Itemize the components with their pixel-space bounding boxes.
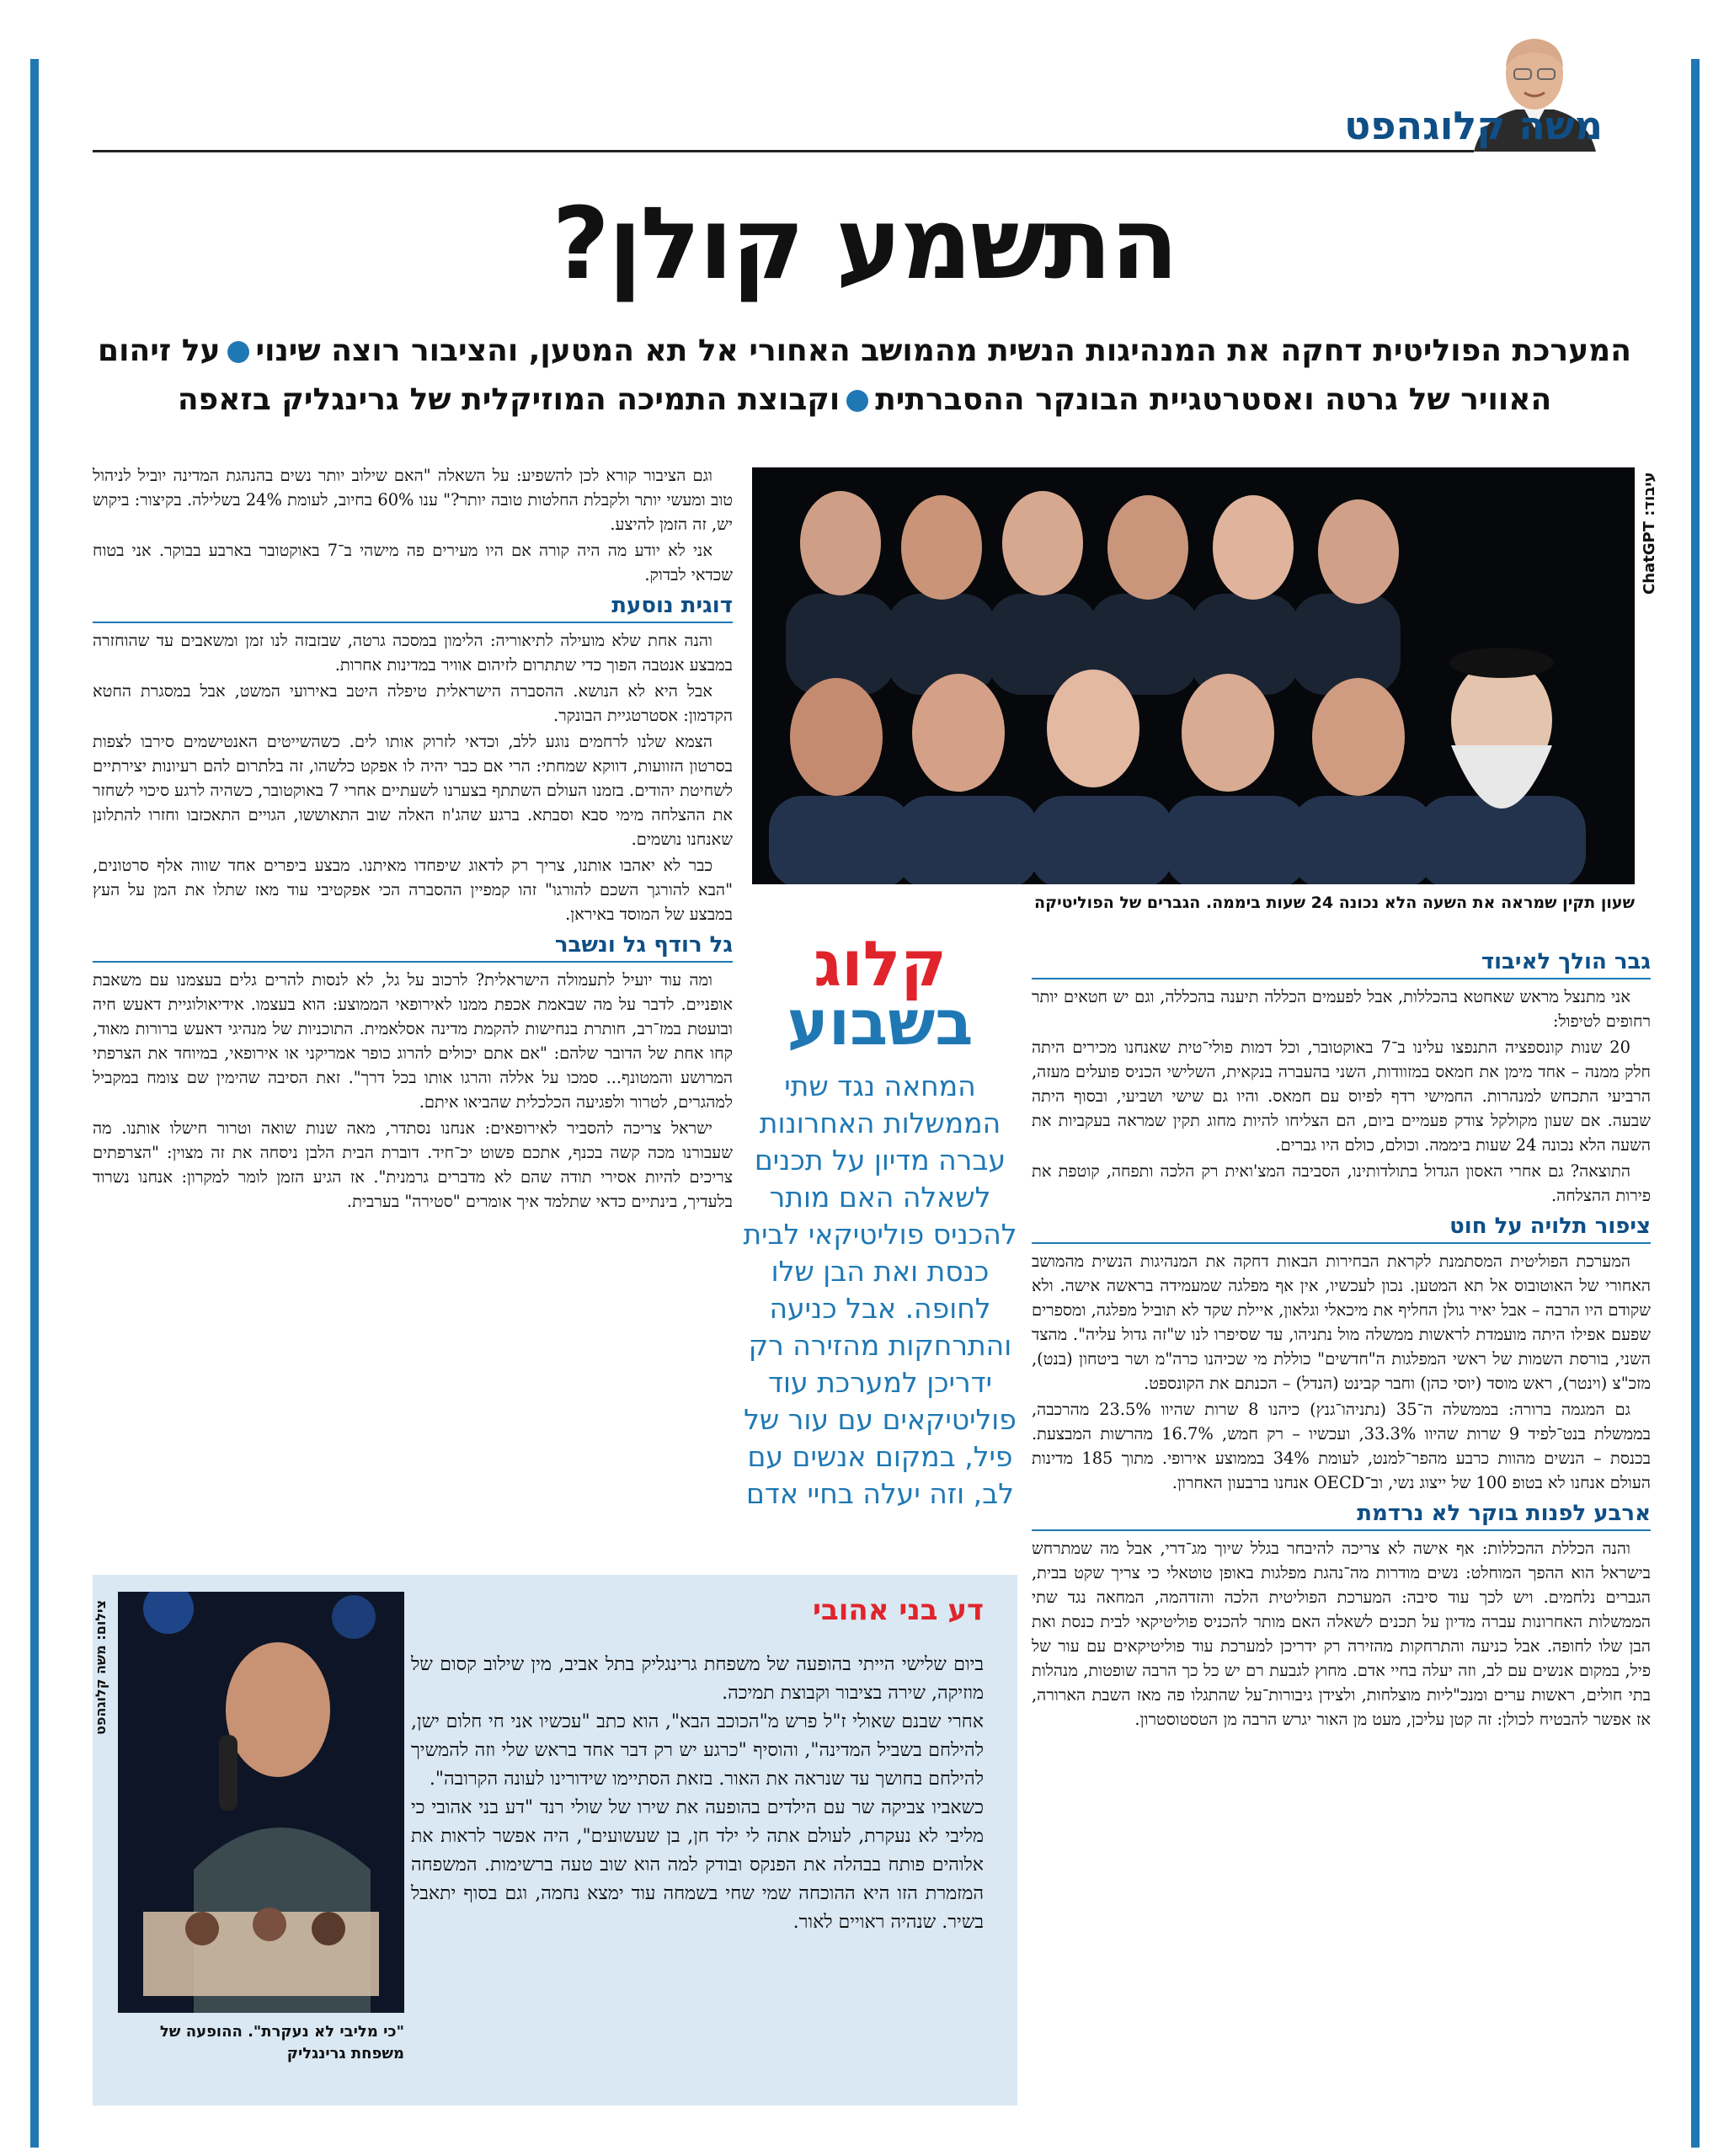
- box-paragraph: אחרי שבנם שאולי ז"ל פרש מ"הכוכב הבא", הוא כתב "עכשיו אני חי חלום ישן, להילחם בשביל המדינה", והוסיף "כרגע יש רק דבר אחד בראש שלי וזה להמשיך להילחם בחושך עד שנראה את האור. בזאת הסתיימו שידורינו לעונה הקרובה".: [411, 1711, 984, 1790]
- subhead-text-2b: וקבוצת התמיכה המוזיקלית של גרינגליק בזאפה: [177, 382, 840, 417]
- paragraph: התוצאה? גם אחרי האסון הגדול בתולדותינו, הסביבה המצ'ואית רק הלכה ותפחה, קוטפת את פירות ההצלחה.: [1032, 1161, 1651, 1205]
- paragraph: והנה אחת שלא מועילה לתיאוריה: הלימון במסכה גרטה, שבזבזה לנו זמן ומשאבים עד שהוחזרה במבצע אנטבה הפוך כדי שתתרום לזיהום אוויר במדינות אחרות.: [93, 631, 733, 675]
- kloog-text: המחאה נגד שתי הממשלות האחרונות עברה מדיון על תכנים לשאלה האם מותר להכניס פוליטיקאי לבית כנסת ואת הבן שלו לחופה. אבל כניעה והתרחקות מהזירה רק ידריכן למערכת עוד פוליטיקאים עם עור של פיל, במקום אנשים עם לב, וזה יעלה בחיי אדם: [743, 1070, 1017, 1510]
- section-title: גל רודף גל ונשבר: [93, 933, 733, 963]
- headline: התשמע קולן?: [552, 185, 1177, 302]
- paragraph: אבל היא לא הנושא. ההסברה הישראלית טיפלה היטב באירועי המשט, אבל במסגרת החטא הקדמון: אסטרטגיית הבונקר.: [93, 681, 733, 725]
- politicians-photo: [752, 467, 1635, 884]
- subhead-line-2: [51, 376, 1678, 424]
- paragraph: והנה הכללת ההכללות: אף אישה לא צריכה להיבחר בגלל שיוך מג־דרי, אבל מה שמתרחש בישראל הוא ההפך המוחלט: נשים מודרות מה־נהגת מפלגות באופן טוטאלי כי צריך שקט בבית, הגברים נלחמים. ויש לכך עוד סיבה: המערכת הפוליטית הלכה והזדהמה, המחאה נגד שתי הממשלות האחרונות עברה מדיון על תכנים לשאלה האם מותר להכניס פוליטיקאי לבית כנסת ואת הבן שלו לחופה. אבל כניעה והתרחקות מהזירה רק ידריכן למערכת עוד פוליטיקאים עם עור של פיל, במקום אנשים עם לב, וזה יעלה בחיי אדם. מחוץ לגבעת רם יש כל כך הרבה שופטות, מנהלות בתי חולים, ראשות ערים ומנכ"ליות מוצלחות, ולצידן גיבורות־על שהתגלו פה מאז השבת הארורה, אז אפשר להבטיח לכולן: זה קטן עליכן, מעט מן האור יגרש הרבה מן הטסטוסטרון.: [1032, 1539, 1651, 1729]
- subhead-text-2a: האוויר של גרטה ואסטרטגיית הבונקר ההסברתית: [875, 382, 1552, 417]
- box-paragraph: כשאביו צביקה שר עם הילדים בהופעה את שירו של שולי רנד "דע בני אהובי כי מליבי לא נעקרת, לעולם אתה לי ילד חן, בן שעשועים", היה אפשר לראות את אלוהים פותח בבהלה את הפנקס ובודק למה הוא שוב טעה ברשימות. המשפחה המזמרת הזו היא ההוכחה שמי שחי בשמחה עוד ימצא נחמה, וגם בסוף יתאבל בשיר. שנהיה ראויים לאור.: [411, 1797, 984, 1933]
- box-photo-credit: צילום: משה קלוגהפט: [93, 1600, 109, 1736]
- left-frame-bar: [30, 59, 39, 2148]
- left-article-column: [93, 463, 733, 1215]
- kloog-title-top: קלוג: [814, 928, 947, 1001]
- paragraph: וגם הציבור קורא לכן להשפיע: על השאלה "האם שילוב יותר נשים בהנהגת המדינה יוביל לניהול טוב ומעשי יותר ולקבלת החלטות טובה יותר?" ענו 60% בחיוב, לעומת 24% בשלילה. בקיצור: ביקוש יש, זה הזמן להיצע.: [93, 466, 734, 534]
- paragraph: ומה עוד יועיל לתעמולה הישראלית? לרכוב על גל, לא לנסות להרים גלים בעצמנו עם משאבת אופניים. לדבר על מה שבאמת אכפת ממנו לאירופאי הממוצע: הוא בעצמו. אידיאולוגיית דאעש חיה ובועטת במז־רב, חותרת בנחישות להקמת מדינה אסלאמית. התוכניות של מנהיגי דאעש ברורות מאוד, קחו אחת של הדובר שלהם: "אם אתם יכולים להרוג כופר אמריקני או אירופאי, במיוחד את הצרפתי המרושע והמטונף... סמכו על אללה והרגו אותו בכל דרך". זאת הסיבה שהימין שם צומח במקביל למהגרים, לטרור ולפגיעה הכלכלית שהביאו איתם.: [93, 970, 733, 1112]
- box-title: דע בני אהובי: [813, 1593, 984, 1627]
- paragraph: ישראל צריכה להסביר לאירופאים: אנחנו נסתדר, מאה שנות שואה וטרור חישלו אותנו. מה שעבורנו מכה קשה בכנף, אתכם פשוט יכ־חיד. דוברת הבית הלבן ניסחה את זה מצוין: "הצרפתים צריכים להיות אסירי תודה שהם לא מדברים גרמנית". אז הגיע הזמן לומר למקרון: אנחנו נשרוד בלעדיך, בינתיים כדאי שתלמד איך אומרים "סטירה" בערבית.: [93, 1118, 733, 1211]
- byline-rule: [93, 150, 1474, 152]
- feature-box: [93, 1575, 1017, 2105]
- box-photo-caption: "כי מליבי לא נעקרת". ההופעה של משפחת גרינגליק: [159, 2023, 404, 2063]
- section-title: ארבע לפנות בוקר לא נרדמת: [1032, 1502, 1651, 1531]
- subhead: [51, 327, 1678, 424]
- section-title: דוגית נוסעת: [93, 594, 733, 623]
- bullet-dot: [846, 390, 868, 412]
- right-article-column: [1032, 943, 1651, 1733]
- paragraph: אני מתנצל מראש שאחטא בהכללות, אבל לפעמים הכללה תיענה בהכללה, וגם יש חטאים יותר רחופים לטיפול:: [1032, 987, 1651, 1031]
- section-title: ציפור תלויה על חוט: [1032, 1214, 1651, 1244]
- paragraph: אני לא יודע מה היה קורה אם היו מעירים פה מישהי ב־7 באוקטובר בארבע בבוקר. אני בטוח שכדאי לבדוק.: [93, 541, 733, 584]
- bullet-dot: [227, 341, 249, 363]
- photo-credit: עיבוד: ChatGPT: [1641, 472, 1658, 595]
- subhead-text-1b: על זיהום: [98, 334, 221, 368]
- kloog-pullquote: [741, 928, 1019, 1513]
- subhead-line-1: [51, 327, 1678, 376]
- box-paragraph: ביום שלישי הייתי בהופעה של משפחת גרינגליק בתל אביב, מין שילוב קסום של מוזיקה, שירה בציבור וקבוצת תמיכה.: [411, 1654, 984, 1704]
- concert-photo: [118, 1592, 404, 2013]
- section-title: גבר הולך לאיבוד: [1032, 950, 1651, 979]
- politicians-photo-art: [752, 467, 1635, 884]
- kloog-title-bottom: בשבוע: [787, 987, 974, 1059]
- paragraph: גם המגמה ברורה: בממשלה ה־35 (נתניהו־גנץ) כיהנו 8 שרות שהיוו 23.5% מהרכבה, בממשלת בנט־לפיד 9 שרות שהיוו 33.3%, ועכשיו – רק חמש, 16.7% מהרשות המבצעת. בכנסת – הנשים מהוות כרבע מהפר־למנט, לעומת 34% בממוצע אירופי. מתוך 185 מדינות העולם אנחנו לא בטופ 100 של ייצוג נשי, וב־OECD אנחנו ברבעון האחרון.: [1032, 1400, 1651, 1492]
- paragraph: 20 שנות קונספציה התנפצו עלינו ב־7 באוקטובר, וכל דמות פולי־טית שאנחנו מכירים היתה חלק ממנה – אחד מימן את חמאס במזוודות, השני בהעברה בנקאית, השלישי הכניס פועלים מעזה, הרביעי התכחש למנהרות. החמישי רדף לפיוס עם חמאס. והיו גם שישי ושביעי, ובסוף היתה שבעה. אם שעון מקולקל צודק פעמיים ביום, הם הצליחו להיות מחוג תקין שמראה בעקביות את השעה הלא נכונה 24 שעות ביממה. וכולם, כולם היו גברים.: [1032, 1038, 1651, 1155]
- photo-caption: שעון תקין שמראה את השעה הלא נכונה 24 שעות ביממה. הגברים של הפוליטיקה: [1034, 894, 1635, 912]
- subhead-text-1a: המערכת הפוליטית דחקה את המנהיגות הנשית מהמושב האחורי אל תא המטען, והציבור רוצה שינוי: [255, 334, 1631, 368]
- right-frame-bar: [1691, 59, 1700, 2148]
- author-byline: משה קלוגהפט: [1344, 103, 1603, 148]
- paragraph: הצמא שלנו לרחמים נוגע ללב, וכדאי לזרוק אותו לים. כשהשייטים האנטישמים סירבו לצפות בסרטון הזוועות, דווקא שמחתי: הרי אם כבר יהיה לו אפקט כלשהו, זה בלתרום להם רעיונות יצירתיים לשחיטת יהודים. בזמנו העולם השתתף בצערנו לשעתיים אחרי 7 באוקטובר, כשהיה לרגע סיכוי לשחזר את ההצלחה מימי סבא וסבתא. ברגע שהג'וז האלה שוב התאוששו, הגויים התאכזבו וחזרו להתלונן שאנחנו נושמים.: [93, 732, 733, 849]
- paragraph: כבר לא יאהבו אותנו, צריך רק לדאוג שיפחדו מאיתנו. מבצע ביפרים אחד שווה אלף סרטונים, "הבא להורגך השכם להורגו" זהו קמפיין ההסברה הכי אפקטיבי עוד מאז שתלו את המן על העץ במבצע של המוסד באיראן.: [93, 856, 733, 924]
- box-text: [411, 1651, 984, 1937]
- paragraph: המערכת הפוליטית המסתמנת לקראת הבחירות הבאות דחקה את המנהיגות הנשית מהמושב האחורי של האוטובוס אל תא המטען. נכון לעכשיו, אין אף מפלגה שמעמידה בראשה אישה. ולא שקודם היו הרבה – אבל יאיר גולן החליף את מיכאלי וגלאון, איילת שקד לא תוביל מפלגה, ומספרים שפעם אפילו היתה מועמדת לראשות ממשלה מול נתניהו, עד שסיפרו לנו ש"זה גדול עליה". מהצד השני, בורסת השמות של ראשי המפלגות ה"חדשים" כוללת מי שכיהנו כרה"מ ושר ביטחון (בנט), מזכ"צ (וינטר), ראש מוסד (יוסי כהן) וחבר קבינט (הנדל) – הכנתם את הקונספט.: [1032, 1251, 1651, 1393]
